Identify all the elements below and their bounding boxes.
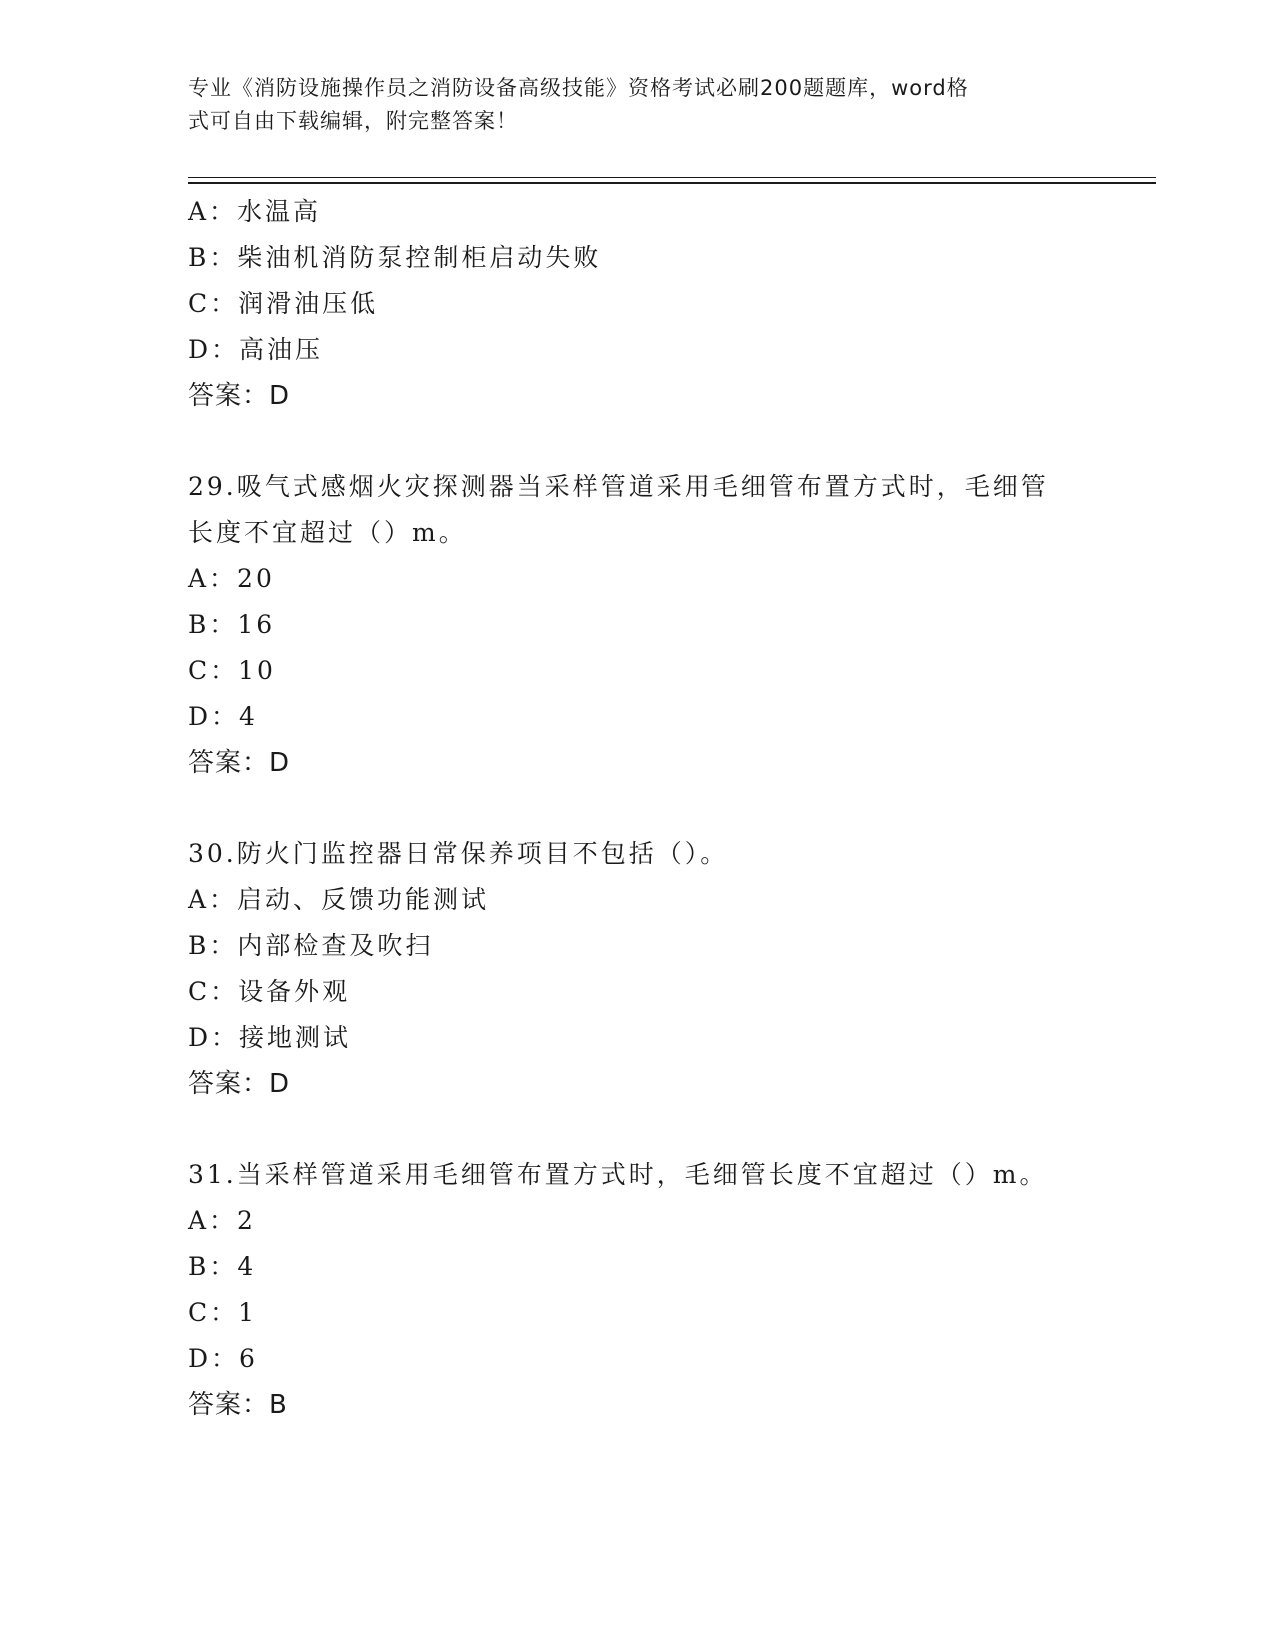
option-b: B：柴油机消防泵控制柜启动失败 bbox=[188, 243, 602, 272]
question-28 bbox=[188, 189, 1088, 419]
option-d: D：4 bbox=[188, 702, 258, 731]
question-text-line-2: 长度不宜超过（）m。 bbox=[188, 518, 467, 547]
question-30 bbox=[188, 831, 1088, 1107]
option-c: C：1 bbox=[188, 1298, 258, 1327]
option-b: B：内部检查及吹扫 bbox=[188, 931, 434, 960]
question-29 bbox=[188, 464, 1088, 786]
header-line-2: 式可自由下载编辑，附完整答案！ bbox=[188, 109, 518, 133]
header-divider-bottom bbox=[188, 182, 1156, 184]
option-a: A：20 bbox=[188, 564, 275, 593]
question-text-line-1: 29.吸气式感烟火灾探测器当采样管道采用毛细管布置方式时，毛细管 bbox=[188, 472, 1049, 501]
option-b: B：4 bbox=[188, 1252, 257, 1281]
question-31 bbox=[188, 1152, 1088, 1428]
question-list bbox=[188, 189, 1088, 1428]
question-text-line-1: 30.防火门监控器日常保养项目不包括（）。 bbox=[188, 839, 729, 868]
option-a: A：水温高 bbox=[188, 197, 322, 226]
answer-line: 答案：B bbox=[188, 1390, 288, 1420]
header-line-1: 专业《消防设施操作员之消防设备高级技能》资格考试必刷200题题库，word格 bbox=[188, 76, 969, 100]
option-b: B：16 bbox=[188, 610, 276, 639]
option-d: D：接地测试 bbox=[188, 1023, 352, 1052]
question-text-line-1: 31.当采样管道采用毛细管布置方式时，毛细管长度不宜超过（）m。 bbox=[188, 1160, 1048, 1189]
option-c: C：设备外观 bbox=[188, 977, 351, 1006]
option-d: D：6 bbox=[188, 1344, 258, 1373]
option-d: D：高油压 bbox=[188, 335, 324, 364]
option-c: C：润滑油压低 bbox=[188, 289, 379, 318]
header-divider-top bbox=[188, 177, 1156, 178]
answer-line: 答案：D bbox=[188, 381, 291, 411]
answer-line: 答案：D bbox=[188, 748, 291, 778]
document-header bbox=[188, 72, 1088, 138]
option-a: A：2 bbox=[188, 1206, 256, 1235]
option-c: C：10 bbox=[188, 656, 276, 685]
answer-line: 答案：D bbox=[188, 1069, 291, 1099]
option-a: A：启动、反馈功能测试 bbox=[188, 885, 490, 914]
